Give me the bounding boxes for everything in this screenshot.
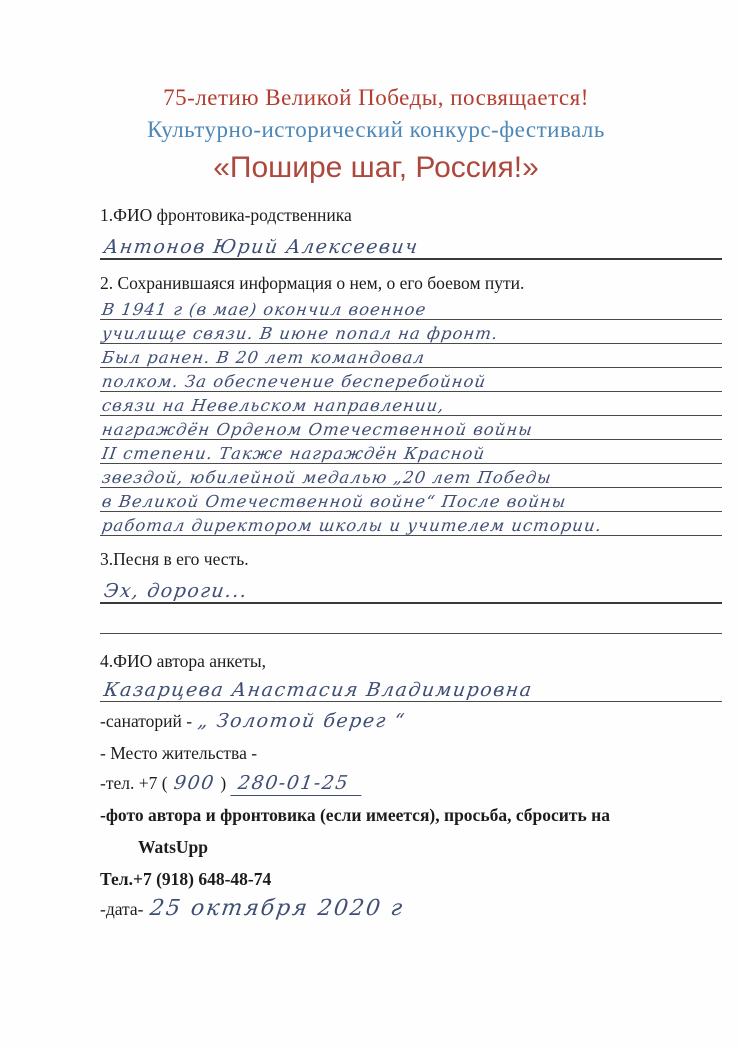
- question-3-answer-line: [100, 570, 722, 604]
- question-1-label: 1.ФИО фронтовика-родственника: [100, 205, 352, 225]
- answer-line: [100, 296, 722, 320]
- handwritten-date: 25 октября 2020 г: [147, 896, 406, 921]
- handwritten-text: В 1941 г (в мае) окончил военное: [100, 300, 428, 319]
- question-4-label: 4.ФИО автора анкеты,: [100, 651, 267, 671]
- answer-line: [100, 368, 722, 392]
- handwritten-text: звездой, юбилейной медалью „20 лет Победы: [100, 468, 554, 487]
- phone-row: [100, 772, 722, 796]
- question-2-answer-block: [100, 296, 722, 536]
- phone-label-prefix: -тел. +7 (: [100, 773, 168, 793]
- photo-note-line1: -фото автора и фронтовика (если имеется), просьба, сбросить на: [100, 805, 610, 825]
- handwritten-text: награждён Орденом Отечественной войны: [100, 420, 535, 439]
- phone-label-suffix: ): [220, 773, 227, 793]
- handwritten-text: полком. За обеспечение бесперебойной: [100, 372, 488, 391]
- dedication-title: 75-летию Великой Победы, посвящается!: [163, 85, 589, 110]
- contact-phone: Тел.+7 (918) 648-48-74: [100, 869, 272, 889]
- handwritten-text: в Великой Отечественной войне“ После войны: [100, 492, 568, 511]
- answer-line: [100, 392, 722, 416]
- photo-note-line2: WatsUpp: [138, 837, 209, 857]
- handwritten-sanatorium: „ Золотой берег “: [196, 710, 408, 732]
- answer-line: [100, 440, 722, 464]
- slogan-title: «Пошире шаг, Россия!»: [213, 151, 539, 184]
- sanatorium-row: [100, 710, 722, 732]
- answer-line: [100, 416, 722, 440]
- question-1-answer-line: [100, 226, 722, 260]
- residence-label: - Место жительства -: [100, 743, 258, 763]
- answer-line: [100, 344, 722, 368]
- date-label: -дата-: [100, 899, 144, 919]
- question-2-label: 2. Сохранившаяся информация о нем, о его боевом пути.: [100, 273, 525, 293]
- handwritten-text: работал директором школы и учителем истории.: [100, 516, 604, 535]
- question-4-answer-line: [100, 672, 722, 702]
- handwritten-text: училище связи. В июне попал на фронт.: [100, 324, 500, 343]
- date-row: [100, 896, 722, 921]
- answer-line: [100, 464, 722, 488]
- handwritten-song-title: Эх, дороги...: [102, 580, 250, 602]
- handwritten-phone-area: 900: [172, 772, 216, 794]
- handwritten-veteran-name: Антонов Юрий Алексеевич: [102, 236, 421, 258]
- handwritten-text: Был ранен. В 20 лет командовал: [100, 348, 427, 367]
- answer-line: [100, 320, 722, 344]
- question-3-label: 3.Песня в его честь.: [100, 549, 249, 569]
- answer-line: [100, 488, 722, 512]
- sanatorium-label: -санаторий -: [100, 711, 193, 731]
- handwritten-text: II степени. Также награждён Красной: [100, 444, 487, 463]
- answer-line: [100, 512, 722, 536]
- handwritten-phone-number: 280-01-25: [230, 772, 364, 796]
- handwritten-author-name: Казарцева Анастасия Владимировна: [102, 679, 535, 701]
- title-block: [100, 83, 652, 190]
- empty-ruled-line: [100, 604, 722, 634]
- festival-title: Культурно-исторический конкурс-фестиваль: [147, 117, 605, 142]
- handwritten-text: связи на Невельском направлении,: [100, 396, 446, 415]
